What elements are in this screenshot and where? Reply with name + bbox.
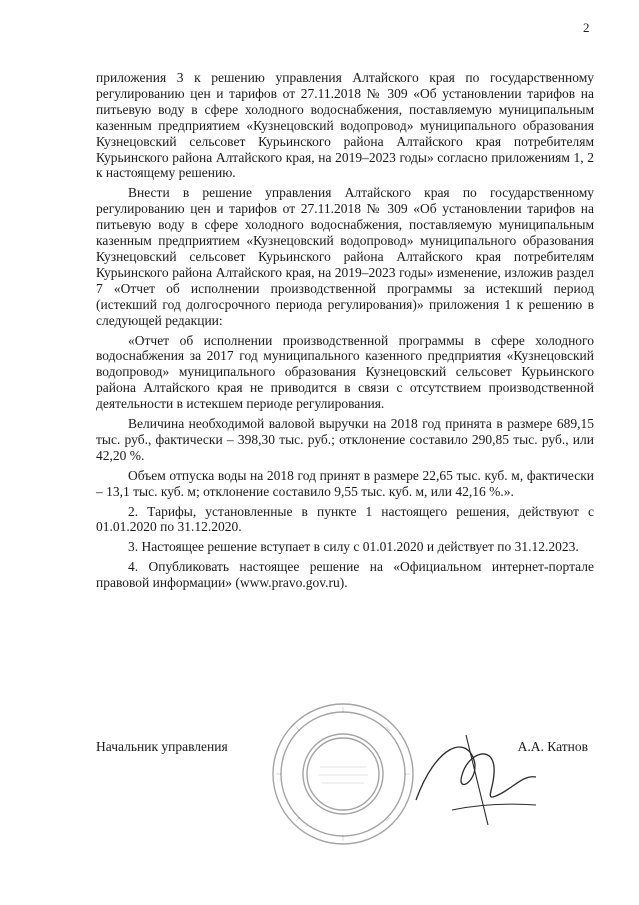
page-number: 2 — [583, 20, 590, 35]
paragraph-continuation: приложения 3 к решению управления Алтайского края по государственному регулированию цен и тарифов от 27.11.2018 № 309 «Об установлении тарифов на питьевую воду в сфере холодного водоснабжения, поставляемую муниципальным казенным предприятием «Кузнецовский водопровод» муниципального образования Кузнецовский сельсовет Курьинского района Алтайского края потребителям Курьинского района Алтайского края, на 2019–2023 годы» согласно приложениям 1, 2 к настоящему решению. — [96, 70, 594, 181]
paragraph-revenue: Величина необходимой валовой выручки на 2018 год принята в размере 689,15 тыс. руб., фактически – 398,30 тыс. руб.; отклонение составило 290,85 тыс. руб., или 42,20 %. — [96, 416, 594, 463]
paragraph-item-2: 2. Тарифы, установленные в пункте 1 настоящего решения, действуют с 01.01.2020 по 31.12.2020. — [96, 503, 594, 535]
paragraph-item-3: 3. Настоящее решение вступает в силу с 01.01.2020 и действует по 31.12.2023. — [128, 539, 579, 555]
paragraph-report: «Отчет об исполнении производственной программы в сфере холодного водоснабжения за 2017 год муниципального казенного предприятия «Кузнецовский водопровод» муниципального образования Кузнецовский сельсовет Курьинского района Алтайского края не приводится в связи с отсутствием производственной деятельности в истекшем периоде регулирования. — [96, 332, 594, 412]
document-body — [96, 70, 594, 595]
signature-block — [96, 735, 594, 875]
paragraph-item-4: 4. Опубликовать настоящее решение на «Официальном интернет-портале правовой информации» (www.pravo.gov.ru). — [96, 559, 594, 591]
paragraph-amendment: Внести в решение управления Алтайского края по государственному регулированию цен и тарифов от 27.11.2018 № 309 «Об установлении тарифов на питьевую воду в сфере холодного водоснабжения, поставляемую муниципальным казенным предприятием «Кузнецовский водопровод» муниципального образования Кузнецовский сельсовет Курьинского района Алтайского края потребителям Курьинского района Алтайского края, на 2019–2023 годы» изменение, изложив раздел 7 «Отчет об исполнении производственной программы за истекший период (истекший год долгосрочного периода регулирования)» приложения 1 к решению в следующей редакции: — [96, 185, 594, 328]
paragraph-water-volume: Объем отпуска воды на 2018 год принят в размере 22,65 тыс. куб. м, фактически – 13,1 тыс. куб. м; отклонение составило 9,55 тыс. куб. м, или 42,16 %.». — [96, 467, 594, 499]
signatory-title: Начальник управления — [96, 739, 228, 754]
signatory-name: А.А. Катнов — [517, 739, 588, 754]
handwritten-signature-icon — [396, 705, 546, 855]
